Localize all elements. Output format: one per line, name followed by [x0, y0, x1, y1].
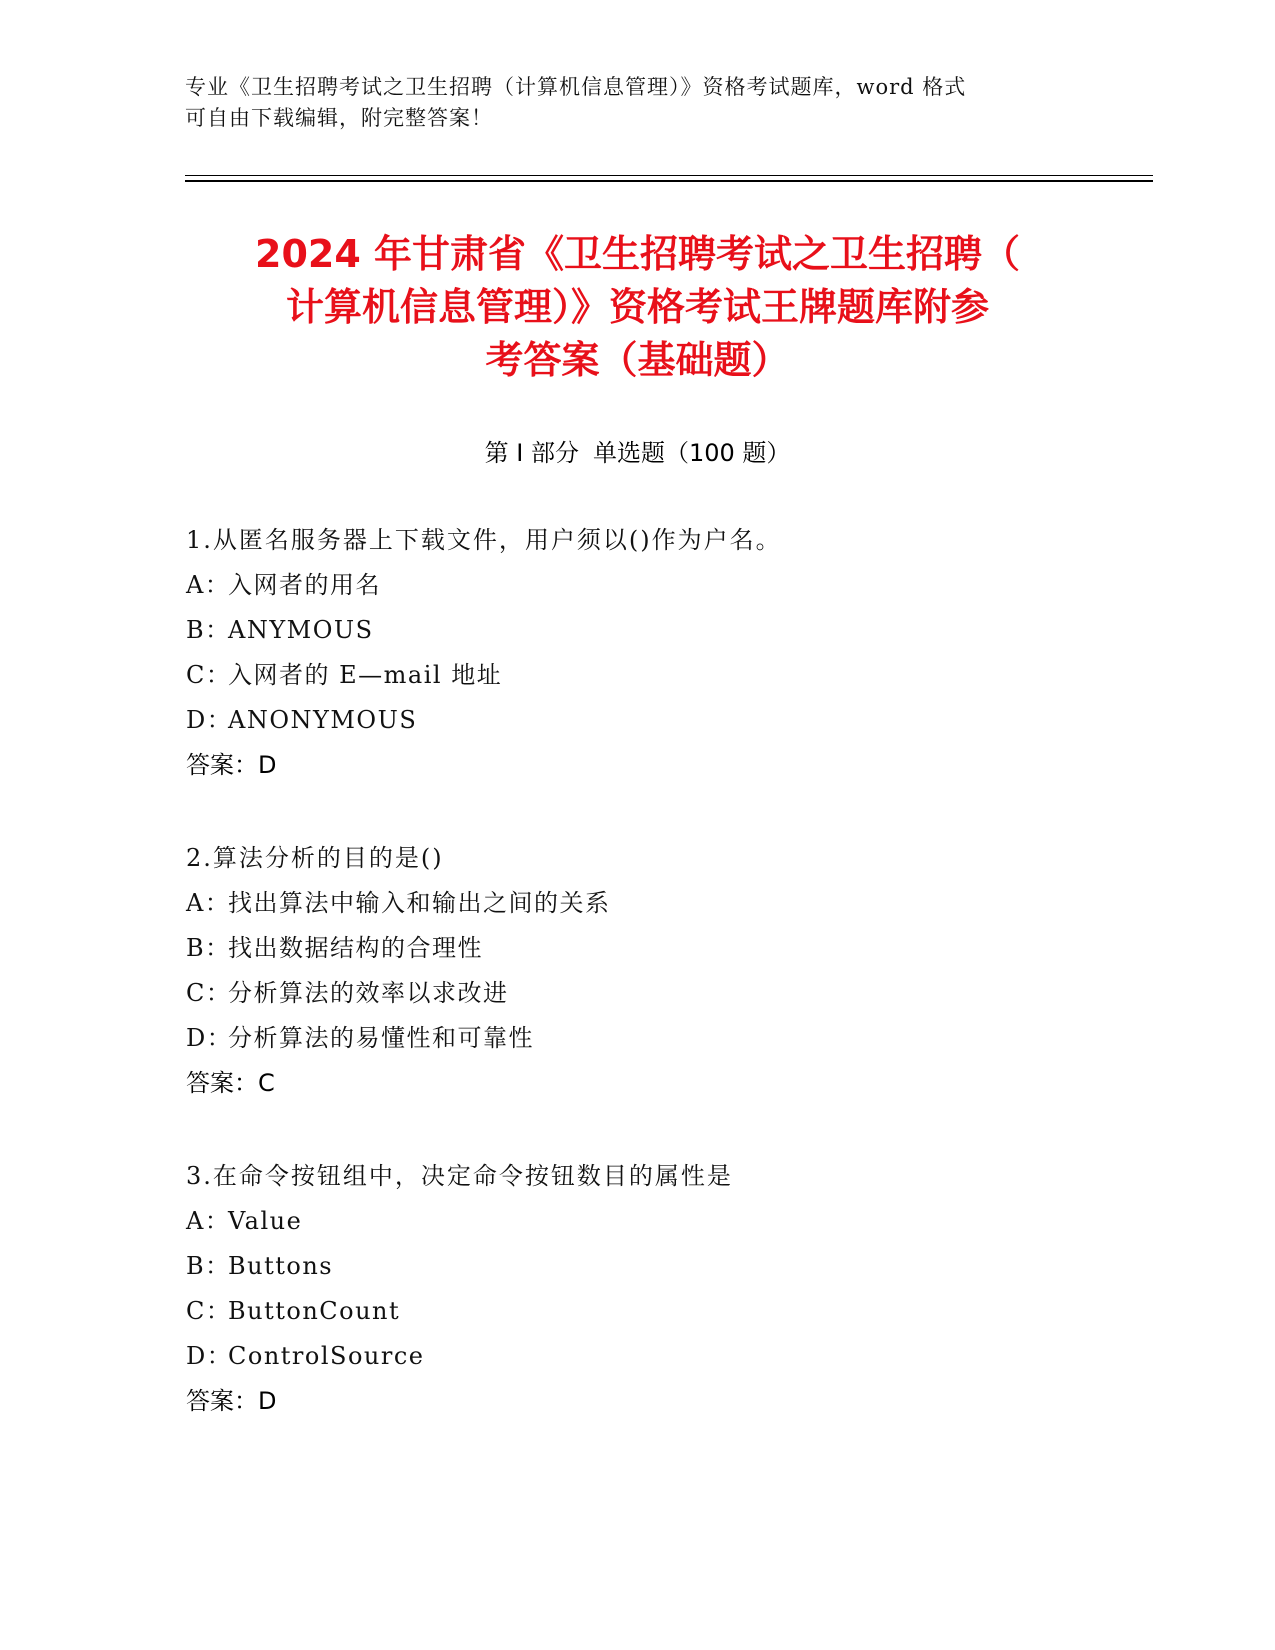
question-stem: 1.从匿名服务器上下载文件，用户须以()作为户名。: [186, 526, 782, 554]
header-note-line: 专业《卫生招聘考试之卫生招聘（计算机信息管理）》资格考试题库，word 格式: [185, 75, 967, 99]
option-text: ButtonCount: [228, 1297, 401, 1325]
document-title: [150, 228, 1125, 387]
question-block: [186, 1154, 1086, 1424]
option-text: 入网者的 E—mail 地址: [228, 661, 503, 689]
option-b: [186, 926, 1086, 971]
option-text: ANYMOUS: [228, 616, 374, 644]
option-key: A：: [186, 889, 231, 917]
question-block: [186, 836, 1086, 1106]
option-d: [186, 698, 1086, 743]
option-key: D：: [186, 1342, 233, 1370]
option-b: [186, 608, 1086, 653]
option-text: 入网者的用名: [228, 571, 381, 599]
option-a: [186, 1199, 1086, 1244]
section-name-label: 单选题（100 题）: [592, 439, 791, 467]
header-note: [185, 72, 1065, 134]
option-key: D：: [186, 1024, 233, 1052]
section-heading: [0, 436, 1275, 470]
option-key: A：: [186, 571, 231, 599]
option-key: C：: [186, 661, 232, 689]
document-title-line: 考答案（基础题）: [485, 338, 790, 382]
option-c: [186, 653, 1086, 698]
option-text: ANONYMOUS: [228, 706, 418, 734]
header-divider-thin: [185, 175, 1153, 176]
option-a: [186, 881, 1086, 926]
option-c: [186, 971, 1086, 1016]
option-key: B：: [186, 934, 231, 962]
option-text: Buttons: [228, 1252, 334, 1280]
option-text: Value: [228, 1207, 303, 1235]
option-key: B：: [186, 1252, 231, 1280]
option-d: [186, 1334, 1086, 1379]
document-title-line: 2024 年甘肃省《卫生招聘考试之卫生招聘（: [255, 232, 1020, 276]
option-key: A：: [186, 1207, 231, 1235]
option-d: [186, 1016, 1086, 1061]
option-a: [186, 563, 1086, 608]
header-divider-thick: [185, 180, 1153, 182]
option-key: C：: [186, 979, 232, 1007]
option-text: 找出数据结构的合理性: [228, 934, 483, 962]
option-key: C：: [186, 1297, 232, 1325]
option-text: 分析算法的效率以求改进: [228, 979, 509, 1007]
question-block: [186, 518, 1086, 788]
option-text: 分析算法的易懂性和可靠性: [228, 1024, 534, 1052]
question-stem: 3.在命令按钮组中，决定命令按钮数目的属性是: [186, 1162, 733, 1190]
answer-label: 答案：D: [186, 1387, 277, 1415]
answer-label: 答案：C: [186, 1069, 275, 1097]
document-title-line: 计算机信息管理）》资格考试王牌题库附参: [285, 285, 989, 329]
header-note-line: 可自由下载编辑，附完整答案！: [185, 106, 493, 130]
option-key: B：: [186, 616, 231, 644]
option-c: [186, 1289, 1086, 1334]
option-text: ControlSource: [228, 1342, 425, 1370]
option-key: D：: [186, 706, 233, 734]
section-part-label: 第 I 部分: [484, 439, 579, 467]
option-b: [186, 1244, 1086, 1289]
answer-label: 答案：D: [186, 751, 277, 779]
option-text: 找出算法中输入和输出之间的关系: [228, 889, 611, 917]
question-stem: 2.算法分析的目的是(): [186, 844, 444, 872]
